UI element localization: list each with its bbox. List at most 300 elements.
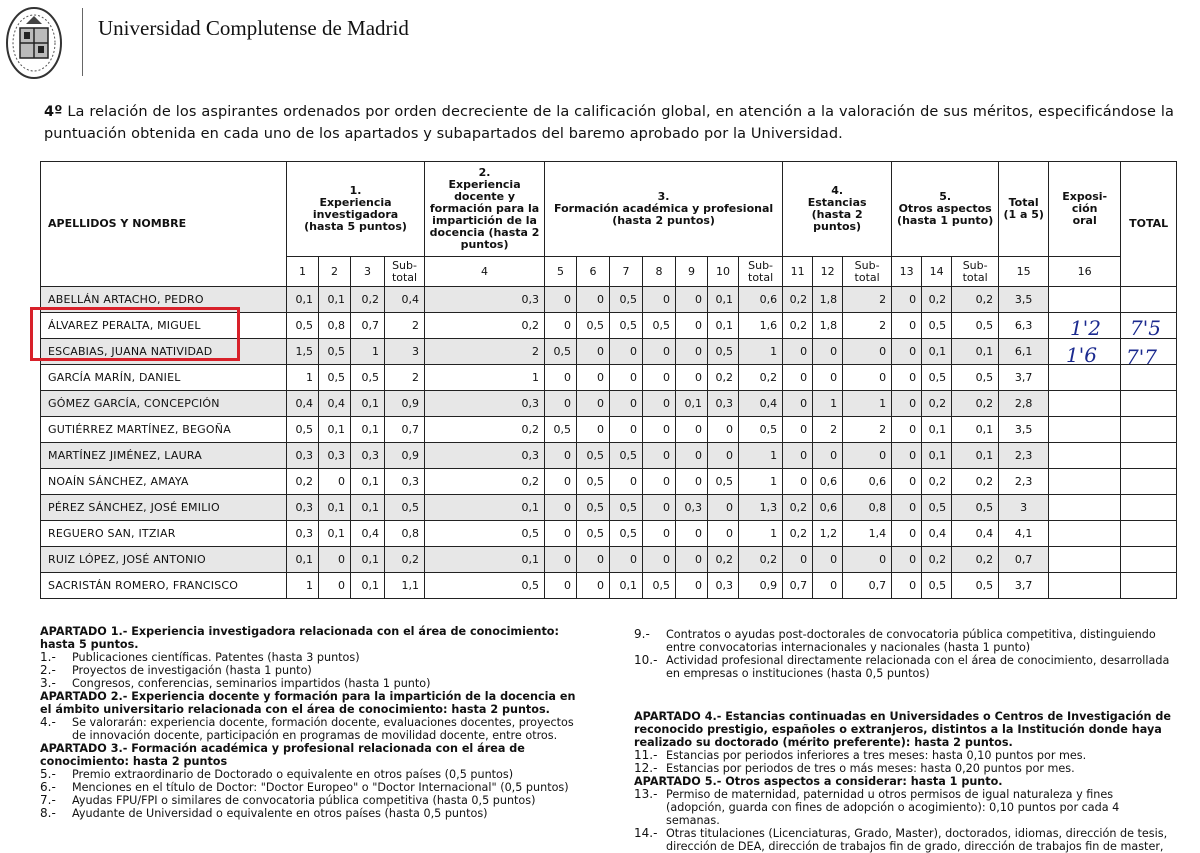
group-header-5: 5. Otros aspectos (hasta 1 punto) (892, 162, 999, 257)
score-cell: 0 (610, 547, 643, 573)
score-cell: 2 (385, 365, 425, 391)
score-cell: 0 (676, 313, 708, 339)
score-cell: 0 (643, 287, 676, 313)
score-cell: 0,1 (425, 495, 545, 521)
subheader-cell: Sub- total (843, 257, 892, 287)
score-cell: 0,8 (319, 313, 351, 339)
score-cell: 0 (545, 547, 577, 573)
candidate-name: GÓMEZ GARCÍA, CONCEPCIÓN (41, 391, 287, 417)
score-cell: 6,1 (999, 339, 1049, 365)
score-cell: 2,8 (999, 391, 1049, 417)
note-key: 2.- (40, 663, 56, 677)
score-cell: 1 (813, 391, 843, 417)
note-text: Se valorarán: experiencia docente, formación docente, evaluaciones docentes, proyectos de innovación docente, participación en programas de movilidad docente, entre otros. (72, 716, 574, 742)
table-row (41, 417, 1177, 443)
score-cell: 0,9 (385, 443, 425, 469)
score-cell: 0,2 (783, 521, 813, 547)
score-cell: 0,6 (843, 469, 892, 495)
score-cell: 0,5 (643, 573, 676, 599)
university-seal-icon (4, 4, 64, 82)
score-cell: 1 (739, 339, 783, 365)
group-header-total15: Total (1 a 5) (999, 162, 1049, 257)
score-cell: 0,4 (952, 521, 999, 547)
score-cell: 0,7 (351, 313, 385, 339)
score-cell: 0 (892, 573, 922, 599)
score-cell: 0 (545, 313, 577, 339)
score-cell: 0,1 (319, 521, 351, 547)
score-cell: 0 (892, 495, 922, 521)
score-cell: 0,1 (319, 287, 351, 313)
score-cell: 0,1 (708, 287, 739, 313)
intro-number: 4º (44, 104, 63, 120)
score-cell: 0 (783, 417, 813, 443)
score-cell: 3,7 (999, 365, 1049, 391)
score-cell: 0,5 (610, 313, 643, 339)
score-cell: 0,1 (708, 313, 739, 339)
score-cell: 0 (892, 521, 922, 547)
score-cell: 0,2 (922, 287, 952, 313)
handwritten-total-escabias: 7'7 (1126, 345, 1157, 369)
score-cell: 0,9 (385, 391, 425, 417)
score-cell: 0,2 (351, 287, 385, 313)
score-cell: 4,1 (999, 521, 1049, 547)
score-cell: 0,3 (351, 443, 385, 469)
total-cell (1121, 417, 1177, 443)
score-cell: 0,5 (577, 521, 610, 547)
score-cell: 0 (892, 365, 922, 391)
score-cell: 0,1 (922, 417, 952, 443)
score-cell: 0,2 (425, 417, 545, 443)
score-cell: 0 (676, 573, 708, 599)
candidate-name: MARTÍNEZ JIMÉNEZ, LAURA (41, 443, 287, 469)
score-cell: 0,2 (708, 547, 739, 573)
score-cell: 0 (577, 573, 610, 599)
total-cell (1121, 495, 1177, 521)
score-cell: 0 (577, 547, 610, 573)
score-cell: 0 (708, 495, 739, 521)
candidate-name: GUTIÉRREZ MARTÍNEZ, BEGOÑA (41, 417, 287, 443)
notes-right (634, 628, 1172, 853)
score-cell: 0 (813, 547, 843, 573)
note-item-7 (40, 794, 578, 807)
total-cell (1121, 287, 1177, 313)
group-header-3: 3. Formación académica y profesional (hasta 2 puntos) (545, 162, 783, 257)
score-cell: 0 (319, 547, 351, 573)
candidate-name: GARCÍA MARÍN, DANIEL (41, 365, 287, 391)
score-cell: 0,5 (610, 443, 643, 469)
expo-cell (1049, 391, 1121, 417)
score-cell: 0,3 (708, 391, 739, 417)
score-cell: 0 (319, 469, 351, 495)
score-cell: 0,5 (577, 443, 610, 469)
score-cell: 0,3 (385, 469, 425, 495)
score-cell: 0 (610, 417, 643, 443)
total-cell (1121, 443, 1177, 469)
subheader-cell: 6 (577, 257, 610, 287)
score-cell: 0,5 (545, 417, 577, 443)
score-cell: 0,5 (385, 495, 425, 521)
score-cell: 0,5 (952, 495, 999, 521)
score-cell: 0 (783, 391, 813, 417)
score-cell: 0 (843, 339, 892, 365)
table-row (41, 443, 1177, 469)
subheader-cell: 13 (892, 257, 922, 287)
score-cell: 0 (643, 547, 676, 573)
score-cell: 0 (813, 365, 843, 391)
score-cell: 0,2 (425, 469, 545, 495)
score-cell: 0,5 (287, 313, 319, 339)
score-cell: 0,5 (577, 469, 610, 495)
score-cell: 1 (739, 443, 783, 469)
note-text: Estancias por periodos inferiores a tres meses: hasta 0,10 puntos por mes. (666, 749, 1087, 762)
score-cell: 0,2 (708, 365, 739, 391)
score-cell: 0,3 (425, 391, 545, 417)
score-cell: 0,5 (952, 573, 999, 599)
expo-cell (1049, 469, 1121, 495)
apartado-4: APARTADO 4.- Estancias continuadas en Universidades o Centros de Investigación de reconocido prestigio, españoles o extranjeros, distintos a la Institución donde haya realizado su doctorado (mérito preferente): hasta 2 puntos. (634, 710, 1171, 749)
score-cell: 2 (813, 417, 843, 443)
score-cell: 0 (643, 469, 676, 495)
note-text: Ayudas FPU/FPI o similares de convocatoria pública competitiva (hasta 0,5 puntos) (72, 794, 536, 807)
candidate-name: REGUERO SAN, ITZIAR (41, 521, 287, 547)
score-cell: 0,3 (676, 495, 708, 521)
score-cell: 0 (708, 521, 739, 547)
score-cell: 1 (351, 339, 385, 365)
note-key: 3.- (40, 676, 56, 690)
note-text: Menciones en el título de Doctor: "Doctor Europeo" o "Doctor Internacional" (0,5 puntos) (72, 781, 569, 794)
candidate-name: ÁLVAREZ PERALTA, MIGUEL (41, 313, 287, 339)
score-cell: 0 (545, 521, 577, 547)
score-cell: 0 (813, 573, 843, 599)
score-cell: 3,7 (999, 573, 1049, 599)
subheader-cell: Sub- total (739, 257, 783, 287)
subheader-cell: 4 (425, 257, 545, 287)
expo-cell (1049, 547, 1121, 573)
score-cell: 0 (610, 365, 643, 391)
score-cell: 0,1 (351, 417, 385, 443)
score-cell: 0 (783, 469, 813, 495)
score-cell: 0,5 (610, 495, 643, 521)
note-text: Premio extraordinario de Doctorado o equivalente en otros países (0,5 puntos) (72, 768, 514, 781)
note-item-4 (40, 716, 578, 742)
score-cell: 0,7 (385, 417, 425, 443)
highlight-box (30, 307, 240, 361)
candidate-name: ESCABIAS, JUANA NATIVIDAD (41, 339, 287, 365)
score-cell: 0,1 (287, 547, 319, 573)
expo-cell (1049, 443, 1121, 469)
score-cell: 0 (676, 443, 708, 469)
table-row (41, 547, 1177, 573)
score-cell: 0,1 (319, 495, 351, 521)
score-cell: 0 (577, 417, 610, 443)
score-cell: 0,4 (287, 391, 319, 417)
score-cell: 0,5 (319, 365, 351, 391)
score-cell: 1,3 (739, 495, 783, 521)
score-cell: 0 (676, 469, 708, 495)
score-cell: 0 (783, 547, 813, 573)
score-cell: 0,4 (351, 521, 385, 547)
note-key: 4.- (40, 715, 56, 729)
score-cell: 0 (813, 339, 843, 365)
expo-cell (1049, 573, 1121, 599)
group-header-expo: Exposi- ción oral (1049, 162, 1121, 257)
intro-text: La relación de los aspirantes ordenados por orden decreciente de la calificación global, en atención a la valoración de sus méritos, especificándose la puntuación obtenida en cada uno de los apartados y subapartados del baremo aprobado por la Universidad. (44, 104, 1174, 142)
score-cell: 0 (643, 391, 676, 417)
score-cell: 0 (892, 391, 922, 417)
score-cell: 0,7 (843, 573, 892, 599)
score-cell: 0 (545, 573, 577, 599)
score-cell: 2 (385, 313, 425, 339)
score-cell: 3 (385, 339, 425, 365)
expo-cell (1049, 417, 1121, 443)
score-cell: 0 (577, 391, 610, 417)
total-cell (1121, 573, 1177, 599)
note-key: 6.- (40, 780, 56, 794)
score-cell: 0,1 (287, 287, 319, 313)
subheader-cell: 1 (287, 257, 319, 287)
score-cell: 0,4 (739, 391, 783, 417)
score-cell: 0 (545, 365, 577, 391)
score-cell: 0,1 (351, 495, 385, 521)
score-cell: 0,3 (287, 521, 319, 547)
score-cell: 0 (643, 365, 676, 391)
subheader-cell: 5 (545, 257, 577, 287)
score-cell: 2 (843, 313, 892, 339)
score-cell: 0 (843, 443, 892, 469)
score-cell: 0,4 (319, 391, 351, 417)
score-cell: 0,5 (287, 417, 319, 443)
note-key: 10.- (634, 653, 658, 667)
note-item-10 (634, 654, 1172, 680)
score-cell: 0,2 (287, 469, 319, 495)
note-item-8 (40, 807, 578, 820)
score-cell: 1,8 (813, 313, 843, 339)
score-cell: 0 (577, 365, 610, 391)
score-cell: 0,2 (952, 287, 999, 313)
subheader-cell: 3 (351, 257, 385, 287)
note-item-9 (634, 628, 1172, 654)
score-cell: 0 (643, 495, 676, 521)
notes-left (40, 625, 578, 820)
score-cell: 0,2 (739, 365, 783, 391)
score-cell: 0,1 (351, 391, 385, 417)
note-text: Congresos, conferencias, seminarios impartidos (hasta 1 punto) (72, 677, 431, 690)
score-cell: 0,2 (783, 313, 813, 339)
note-item-3 (40, 677, 578, 690)
score-cell: 0,1 (676, 391, 708, 417)
score-cell: 2,3 (999, 443, 1049, 469)
score-cell: 0,3 (287, 443, 319, 469)
score-cell: 0,8 (843, 495, 892, 521)
score-cell: 0,4 (385, 287, 425, 313)
score-cell: 0,2 (922, 547, 952, 573)
note-item-13 (634, 788, 1172, 827)
note-text: Contratos o ayudas post-doctorales de convocatoria pública competitiva, distinguiendo entre convocatorias internacionales y nacionales (hasta 1 punto) (666, 628, 1156, 654)
score-cell: 1,4 (843, 521, 892, 547)
score-cell: 0 (892, 313, 922, 339)
score-cell: 0,1 (922, 339, 952, 365)
apartado-2: APARTADO 2.- Experiencia docente y formación para la impartición de la docencia en el ámbito universitario relacionada con el área de conocimiento: hasta 2 puntos. (40, 690, 576, 716)
score-cell: 0 (676, 365, 708, 391)
subheader-cell: 11 (783, 257, 813, 287)
candidate-name: NOAÍN SÁNCHEZ, AMAYA (41, 469, 287, 495)
note-item-2 (40, 664, 578, 677)
score-cell: 0,5 (577, 313, 610, 339)
note-item-5 (40, 768, 578, 781)
score-cell: 0,2 (739, 547, 783, 573)
score-cell: 0,5 (577, 495, 610, 521)
score-cell: 0,5 (425, 521, 545, 547)
score-cell: 2,3 (999, 469, 1049, 495)
col-header-name: APELLIDOS Y NOMBRE (41, 162, 287, 287)
expo-cell (1049, 521, 1121, 547)
score-cell: 0 (708, 443, 739, 469)
subheader-cell: 12 (813, 257, 843, 287)
score-cell: 0 (577, 339, 610, 365)
score-cell: 0,1 (351, 547, 385, 573)
score-cell: 0,2 (922, 391, 952, 417)
subheader-cell: 16 (1049, 257, 1121, 287)
score-cell: 0,2 (425, 313, 545, 339)
note-key: 11.- (634, 748, 658, 762)
score-cell: 0,1 (610, 573, 643, 599)
score-cell: 2 (843, 417, 892, 443)
score-cell: 0 (643, 443, 676, 469)
score-cell: 0,2 (385, 547, 425, 573)
score-cell: 0 (577, 287, 610, 313)
score-cell: 0,5 (319, 339, 351, 365)
score-cell: 0 (319, 573, 351, 599)
score-cell: 0,2 (952, 391, 999, 417)
score-cell: 0,5 (922, 365, 952, 391)
score-cell: 1 (739, 521, 783, 547)
candidate-name: SACRISTÁN ROMERO, FRANCISCO (41, 573, 287, 599)
group-header-2: 2. Experiencia docente y formación para la impartición de la docencia (hasta 2 puntos) (425, 162, 545, 257)
total-cell (1121, 469, 1177, 495)
score-cell: 0 (676, 339, 708, 365)
score-cell: 0,6 (813, 495, 843, 521)
note-text: Proyectos de investigación (hasta 1 punto) (72, 664, 312, 677)
handwritten-expo-alvarez: 1'2 (1070, 316, 1101, 340)
apartado-5: APARTADO 5.- Otros aspectos a considerar: hasta 1 punto. (634, 775, 1003, 788)
score-cell: 0,2 (783, 287, 813, 313)
score-cell: 0,5 (952, 365, 999, 391)
score-cell: 2 (425, 339, 545, 365)
score-cell: 3 (999, 495, 1049, 521)
score-cell: 0 (545, 469, 577, 495)
score-cell: 0,3 (425, 443, 545, 469)
score-cell: 0 (892, 443, 922, 469)
score-cell: 0,5 (739, 417, 783, 443)
table-row (41, 469, 1177, 495)
score-cell: 0 (545, 443, 577, 469)
score-cell: 1,6 (739, 313, 783, 339)
score-cell: 0 (643, 417, 676, 443)
handwritten-total-alvarez: 7'5 (1130, 316, 1161, 340)
note-item-6 (40, 781, 578, 794)
note-item-11 (634, 749, 1172, 762)
score-cell: 0 (676, 417, 708, 443)
apartado-3: APARTADO 3.- Formación académica y profesional relacionada con el área de conocimiento: hasta 2 puntos (40, 742, 525, 768)
table-row (41, 391, 1177, 417)
score-cell: 0,2 (783, 495, 813, 521)
score-cell: 0 (892, 417, 922, 443)
expo-cell (1049, 287, 1121, 313)
expo-cell (1049, 495, 1121, 521)
score-cell: 0,5 (545, 339, 577, 365)
subheader-cell: 14 (922, 257, 952, 287)
score-cell: 0 (892, 287, 922, 313)
subheader-cell: Sub- total (385, 257, 425, 287)
score-cell: 1,1 (385, 573, 425, 599)
score-cell: 0,3 (319, 443, 351, 469)
score-cell: 0 (708, 417, 739, 443)
note-key: 5.- (40, 767, 56, 781)
note-key: 8.- (40, 806, 56, 820)
candidate-name: PÉREZ SÁNCHEZ, JOSÉ EMILIO (41, 495, 287, 521)
group-header-1: 1. Experiencia investigadora (hasta 5 puntos) (287, 162, 425, 257)
score-cell: 0,5 (952, 313, 999, 339)
score-cell: 0 (783, 365, 813, 391)
score-cell: 0,3 (287, 495, 319, 521)
total-cell (1121, 547, 1177, 573)
note-text: Estancias por periodos de tres o más meses: hasta 0,20 puntos por mes. (666, 762, 1075, 775)
score-cell: 0 (643, 339, 676, 365)
score-cell: 0,2 (952, 469, 999, 495)
score-cell: 0 (676, 521, 708, 547)
note-text: Publicaciones científicas. Patentes (hasta 3 puntos) (72, 651, 360, 664)
score-cell: 0,8 (385, 521, 425, 547)
handwritten-expo-escabias: 1'6 (1066, 343, 1097, 367)
note-text: Permiso de maternidad, paternidad u otros permisos de igual naturaleza y fines (adopción, guarda con fines de adopción o acogimiento): 0,10 puntos por cada 4 semanas. (666, 788, 1120, 827)
total-cell (1121, 521, 1177, 547)
score-cell: 0,5 (708, 469, 739, 495)
score-cell: 0,5 (922, 573, 952, 599)
note-key: 14.- (634, 826, 658, 840)
expo-cell (1049, 365, 1121, 391)
note-key: 12.- (634, 761, 658, 775)
score-cell: 1 (843, 391, 892, 417)
score-cell: 0,6 (739, 287, 783, 313)
score-cell: 1 (287, 365, 319, 391)
score-cell: 0,5 (922, 313, 952, 339)
university-name: Universidad Complutense de Madrid (98, 16, 409, 40)
score-cell: 1 (739, 469, 783, 495)
score-cell: 0 (545, 391, 577, 417)
note-item-1 (40, 651, 578, 664)
subheader-cell: 15 (999, 257, 1049, 287)
score-cell: 2 (843, 287, 892, 313)
score-cell: 1,2 (813, 521, 843, 547)
score-cell: 1,5 (287, 339, 319, 365)
score-cell: 0 (843, 365, 892, 391)
score-cell: 0,1 (952, 417, 999, 443)
candidate-name: ABELLÁN ARTACHO, PEDRO (41, 287, 287, 313)
score-cell: 0,1 (425, 547, 545, 573)
score-cell: 0,9 (739, 573, 783, 599)
score-cell: 1 (287, 573, 319, 599)
header-divider (82, 8, 83, 76)
score-cell: 0,5 (425, 573, 545, 599)
score-cell: 3,5 (999, 417, 1049, 443)
table-row (41, 365, 1177, 391)
score-cell: 0 (813, 443, 843, 469)
score-cell: 0 (676, 287, 708, 313)
total-cell (1121, 391, 1177, 417)
score-cell: 0 (843, 547, 892, 573)
score-cell: 0 (610, 469, 643, 495)
apartado-1: APARTADO 1.- Experiencia investigadora relacionada con el área de conocimiento: hasta 5 puntos. (40, 625, 559, 651)
